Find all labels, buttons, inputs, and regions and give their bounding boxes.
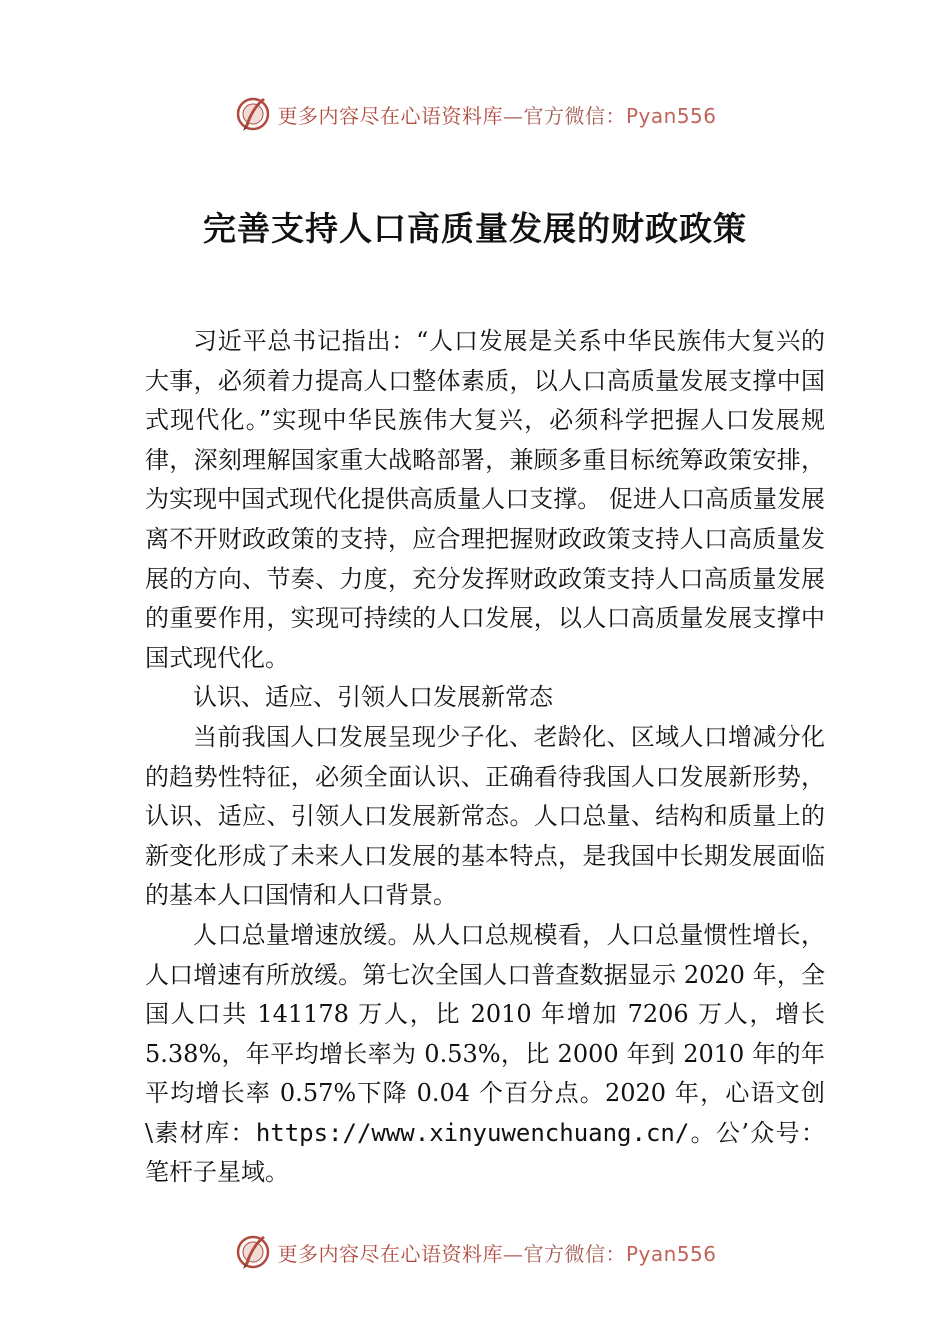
banner-slogan: 更多内容尽在心语资料库: [277, 103, 503, 128]
banner-text: [277, 100, 716, 129]
wechat-label: 官方微信：: [523, 1241, 626, 1266]
banner-slogan: 更多内容尽在心语资料库: [277, 1241, 503, 1266]
paragraph-intro: 习近平总书记指出：“人口发展是关系中华民族伟大复兴的大事，必须着力提高人口整体素质，以人口高质量发展支撑中国式现代化。”实现中华民族伟大复兴，必须科学把握人口发展规律，深刻理解国家重大战略部署，兼顾多重目标统筹政策安排，为实现中国式现代化提供高质量人口支撑。 促进人口高质量发展离不开财政政策的支持，应合理把握财政政策支持人口高质量发展的方向、节奏、力度，充分发挥财政政策支持人口高质量发展的重要作用，实现可持续的人口发展，以人口高质量发展支撑中国式现代化。: [145, 327, 825, 672]
document-body: [145, 322, 825, 1193]
paragraph-population-tail: 。公’众号：笔杆子星域。: [145, 1118, 825, 1187]
paragraph-population-text: 人口总量增速放缓。从人口总规模看，人口总量惯性增长，人口增速有所放缓。第七次全国人口普查数据显示 2020 年，全国人口共 141178 万人，比 2010 年增加 7206 万人，增长 5.38%，年平均增长率为 0.53%，比 2000 年到 2010 年的年平均增长率 0.57%下降 0.04 个百分点。2020 年，心语文创\素材库：: [145, 920, 825, 1147]
paragraph-trend: 当前我国人口发展呈现少子化、老龄化、区域人口增减分化的趋势性特征，必须全面认识、正确看待我国人口发展新形势，认识、适应、引领人口发展新常态。人口总量、结构和质量上的新变化形成了未来人口发展的基本特点，是我国中长期发展面临的基本人口国情和人口背景。: [145, 722, 825, 910]
quill-pen-seal-icon: [233, 94, 273, 134]
paragraph-population: [145, 916, 825, 1193]
banner-separator: —: [502, 1241, 524, 1266]
banner-text: [277, 1238, 716, 1267]
header-banner: [0, 92, 950, 136]
section-heading: 认识、适应、引领人口发展新常态: [193, 683, 553, 712]
wechat-id: Pyan556: [625, 103, 717, 128]
source-url: https://www.xinyuwenchuang.cn/: [255, 1118, 690, 1147]
wechat-label: 官方微信：: [523, 103, 626, 128]
footer-banner: [0, 1230, 950, 1274]
banner-separator: —: [502, 103, 524, 128]
wechat-id: Pyan556: [625, 1241, 717, 1266]
document-title: 完善支持人口高质量发展的财政政策: [203, 209, 747, 248]
quill-pen-seal-icon: [233, 1232, 273, 1272]
